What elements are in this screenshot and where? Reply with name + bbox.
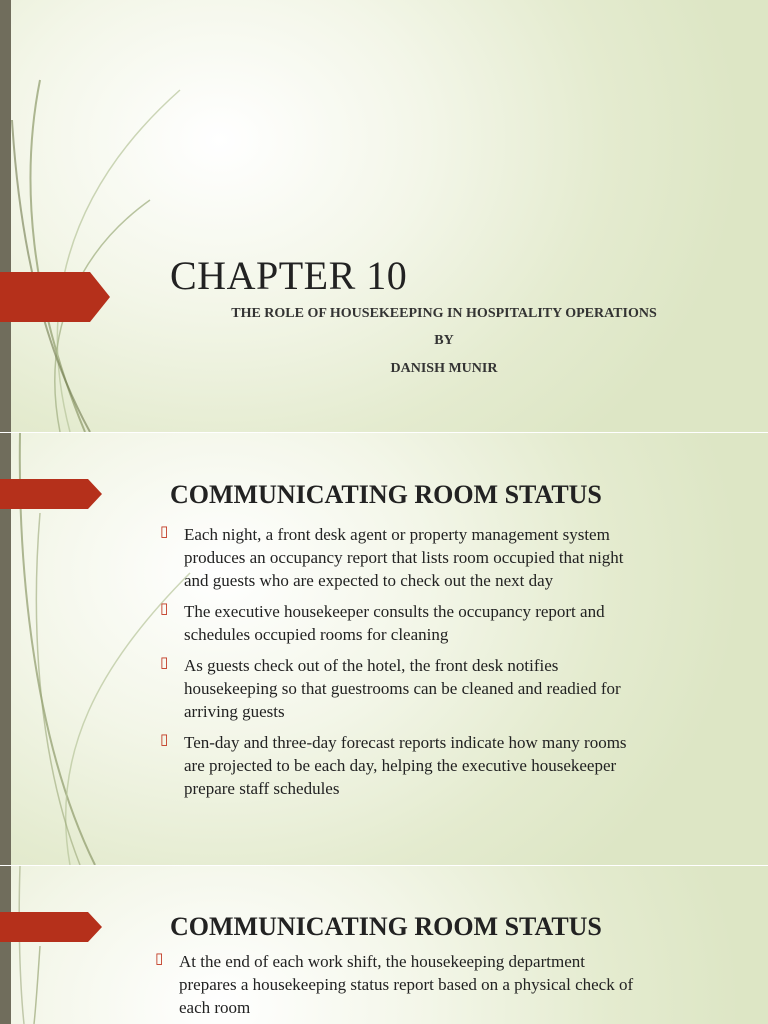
- bullet-icon: ▯: [160, 655, 169, 671]
- accent-arrow-tab: [0, 912, 102, 942]
- bullet-list: [160, 523, 720, 808]
- list-item: ▯ Ten-day and three-day forecast reports indicate how many rooms are projected to be each day, helping the executive housekeeper prepare staff schedules: [160, 731, 720, 800]
- author-name: DANISH MUNIR: [390, 361, 498, 376]
- list-item: ▯ At the end of each work shift, the housekeeping department prepares a housekeeping status report based on a physical check of each room: [155, 950, 725, 1019]
- list-item: ▯ As guests check out of the hotel, the front desk notifies housekeeping so that guestrooms can be cleaned and readied for arriving guests: [160, 654, 720, 723]
- by-label: BY: [434, 333, 454, 348]
- subtitle: THE ROLE OF HOUSEKEEPING IN HOSPITALITY OPERATIONS: [231, 306, 657, 321]
- bullet-icon: ▯: [155, 951, 164, 967]
- bullet-list: [155, 950, 725, 1024]
- accent-arrow-tab: [0, 272, 110, 322]
- content-slide-1: [0, 433, 768, 865]
- bullet-icon: ▯: [160, 524, 169, 540]
- chapter-title: CHAPTER 10: [170, 253, 408, 298]
- list-item: ▯ The executive housekeeper consults the occupancy report and schedules occupied rooms for cleaning: [160, 600, 720, 646]
- bullet-icon: ▯: [160, 601, 169, 617]
- slide-heading: COMMUNICATING ROOM STATUS: [170, 912, 602, 941]
- content-slide-2: [0, 866, 768, 1024]
- title-slide: [0, 0, 768, 432]
- slide-heading: COMMUNICATING ROOM STATUS: [170, 480, 602, 509]
- bullet-icon: ▯: [160, 732, 169, 748]
- accent-arrow-tab: [0, 479, 102, 509]
- list-item: ▯ Each night, a front desk agent or property management system produces an occupancy report that lists room occupied that night and guests who are expected to check out the next day: [160, 523, 720, 592]
